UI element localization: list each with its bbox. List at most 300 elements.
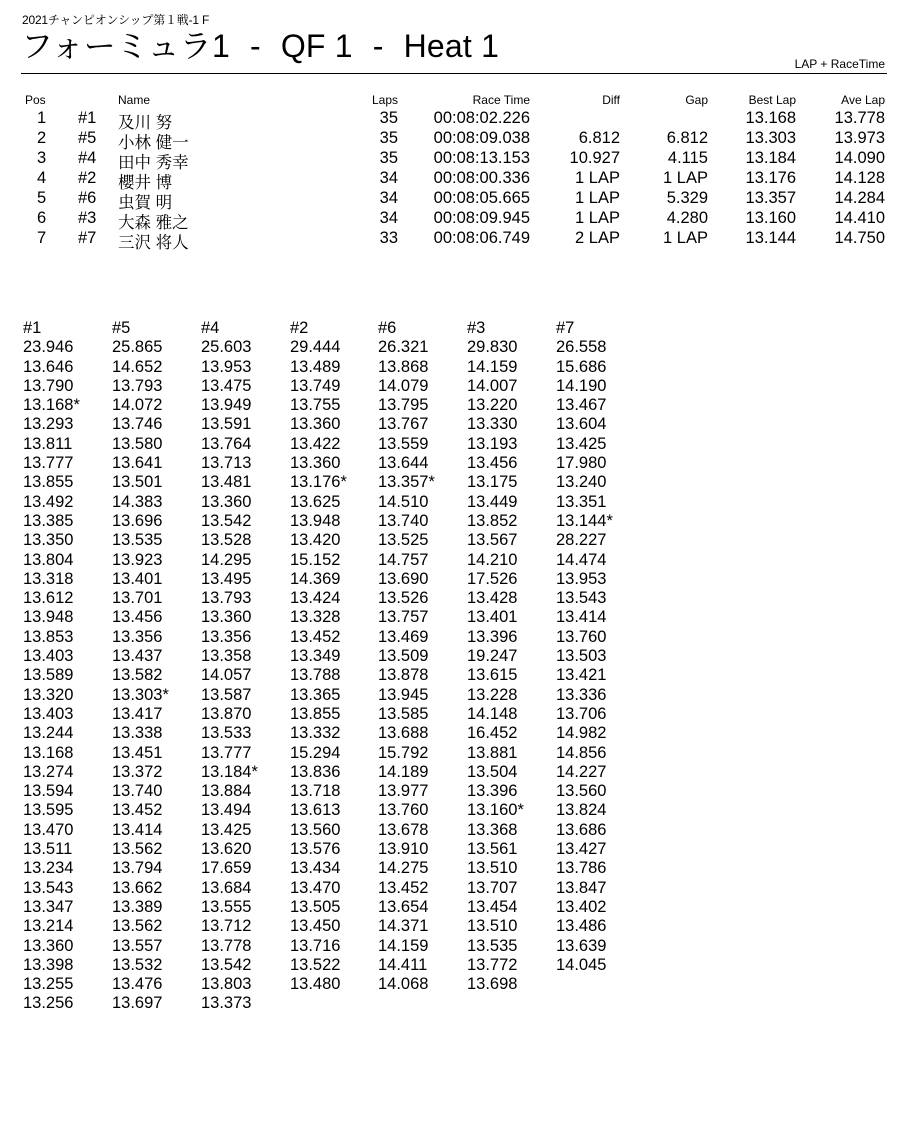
lap-time-cell: 15.686	[556, 357, 607, 376]
lap-time-cell: 13.836	[290, 762, 341, 781]
lap-time-cell: 13.580	[112, 434, 163, 453]
result-diff: 1 LAP	[575, 169, 620, 187]
result-laps: 34	[379, 209, 398, 227]
lap-time-cell: 14.856	[556, 743, 607, 762]
lap-time-cell: 14.982	[556, 724, 607, 743]
lap-time-cell: 13.707	[467, 878, 518, 897]
lap-time-cell: 13.336	[556, 685, 607, 704]
result-pos: 4	[37, 169, 47, 187]
lap-time-cell: 15.152	[290, 550, 341, 569]
result-best-lap: 13.357	[745, 189, 796, 207]
result-gap: 4.115	[667, 149, 708, 167]
lap-time-cell: 13.454	[467, 897, 518, 916]
lap-time-cell: 13.351	[556, 492, 607, 511]
lap-time-cell: 13.595	[23, 801, 74, 820]
lap-time-cell: 13.585	[378, 704, 429, 723]
header-pos: Pos	[25, 93, 46, 107]
lap-time-cell: 13.639	[556, 936, 607, 955]
lap-time-cell: 13.793	[201, 589, 252, 608]
lap-time-cell: 13.373	[201, 994, 252, 1013]
lap-time-cell: 13.953	[201, 357, 252, 376]
lap-time-cell: 14.007	[467, 376, 518, 395]
lap-time-cell: 14.190	[556, 376, 607, 395]
lap-time-cell: 13.560	[556, 782, 607, 801]
lap-time-cell: 13.492	[23, 492, 74, 511]
result-name: 櫻井 博	[118, 174, 173, 192]
lap-column-header: #1	[23, 319, 42, 337]
lap-time-cell: 13.403	[23, 704, 74, 723]
lap-time-cell: 16.452	[467, 724, 518, 743]
result-pos: 5	[37, 189, 47, 207]
lap-time-cell: 25.865	[112, 338, 163, 357]
lap-time-cell: 13.422	[290, 434, 341, 453]
lap-time-cell: 13.450	[290, 917, 341, 936]
result-number: #7	[78, 229, 97, 247]
lap-time-cell: 13.716	[290, 936, 341, 955]
result-race-time: 00:08:09.945	[433, 209, 530, 227]
result-number: #3	[78, 209, 97, 227]
lap-time-cell: 14.045	[556, 955, 607, 974]
lap-time-cell: 13.494	[201, 801, 252, 820]
lap-time-cell: 13.428	[467, 589, 518, 608]
lap-time-cell: 13.372	[112, 762, 163, 781]
header-race-time: Race Time	[472, 93, 530, 107]
lap-time-cell: 29.830	[467, 338, 518, 357]
lap-time-cell: 13.510	[467, 917, 518, 936]
result-row	[0, 169, 900, 192]
result-laps: 34	[379, 189, 398, 207]
lap-time-cell: 13.168	[23, 743, 74, 762]
lap-time-cell: 13.356	[112, 627, 163, 646]
result-pos: 2	[37, 129, 47, 147]
result-gap: 5.329	[666, 189, 708, 207]
lap-time-cell: 13.510	[467, 859, 518, 878]
result-pos: 3	[37, 149, 47, 167]
lap-time-cell: 13.414	[556, 608, 607, 627]
title-heat: Heat 1	[403, 28, 500, 64]
lap-time-cell: 13.480	[290, 975, 341, 994]
lap-time-cell: 13.884	[201, 782, 252, 801]
lap-time-cell: 13.389	[112, 897, 163, 916]
lap-time-cell: 13.686	[556, 820, 607, 839]
result-name: 田中 秀幸	[118, 154, 189, 172]
lap-time-cell: 13.613	[290, 801, 341, 820]
result-diff: 1 LAP	[575, 189, 620, 207]
lap-time-cell: 13.793	[112, 376, 163, 395]
lap-time-cell: 13.356	[201, 627, 252, 646]
lap-time-cell: 13.357*	[378, 473, 435, 492]
result-row	[0, 109, 900, 132]
title-class: フォーミュラ1	[21, 28, 230, 64]
result-number: #6	[78, 189, 97, 207]
lap-time-cell: 13.847	[556, 878, 607, 897]
lap-time-cell: 13.853	[23, 627, 74, 646]
lap-time-cell: 13.328	[290, 608, 341, 627]
lap-time-cell: 14.383	[112, 492, 163, 511]
lap-time-cell: 13.543	[23, 878, 74, 897]
lap-time-cell: 13.396	[467, 782, 518, 801]
lap-time-cell: 13.923	[112, 550, 163, 569]
title-round: QF 1	[280, 28, 353, 64]
results-table	[0, 93, 900, 252]
lap-time-cell: 13.244	[23, 724, 74, 743]
lap-time-cell: 14.369	[290, 569, 341, 588]
lap-time-cell: 13.427	[556, 840, 607, 859]
lap-time-cell: 13.360	[290, 415, 341, 434]
lap-time-cell: 13.644	[378, 454, 429, 473]
lap-time-cell: 13.456	[112, 608, 163, 627]
lap-time-cell: 14.474	[556, 550, 607, 569]
lap-time-cell: 14.757	[378, 550, 429, 569]
result-ave-lap: 13.973	[834, 129, 885, 147]
lap-time-cell: 14.295	[201, 550, 252, 569]
lap-time-cell: 13.470	[23, 820, 74, 839]
lap-time-cell: 13.559	[378, 434, 429, 453]
lap-time-cell: 13.881	[467, 743, 518, 762]
header-best-lap: Best Lap	[748, 93, 796, 107]
result-laps: 35	[379, 149, 398, 167]
result-row	[0, 129, 900, 152]
lap-time-cell: 13.878	[378, 666, 429, 685]
lap-time-cell: 13.193	[467, 434, 518, 453]
lap-time-cell: 13.347	[23, 897, 74, 916]
lap-time-cell: 13.303*	[112, 685, 169, 704]
lap-time-cell: 29.444	[290, 338, 341, 357]
lap-time-cell: 28.227	[556, 531, 607, 550]
lap-time-cell: 13.184*	[201, 762, 258, 781]
result-race-time: 00:08:06.749	[433, 229, 530, 247]
lap-time-cell: 13.398	[23, 955, 74, 974]
lap-time-cell: 13.646	[23, 357, 74, 376]
lap-column-header: #2	[290, 319, 309, 337]
lap-time-cell: 13.803	[201, 975, 252, 994]
results-header-row	[0, 93, 900, 109]
lap-time-cell: 14.227	[556, 762, 607, 781]
lap-time-cell: 13.234	[23, 859, 74, 878]
lap-column-header: #6	[378, 319, 397, 337]
lap-time-cell: 13.495	[201, 569, 252, 588]
lap-time-cell: 13.360	[201, 492, 252, 511]
lap-time-cell: 13.368	[467, 820, 518, 839]
lap-time-cell: 13.214	[23, 917, 74, 936]
page-title	[21, 26, 499, 66]
result-race-time: 00:08:00.336	[433, 169, 530, 187]
lap-time-cell: 13.467	[556, 396, 607, 415]
lap-time-cell: 13.469	[378, 627, 429, 646]
lap-time-cell: 13.220	[467, 396, 518, 415]
lap-time-cell: 13.481	[201, 473, 252, 492]
lap-time-cell: 13.535	[467, 936, 518, 955]
lap-time-cell: 14.057	[201, 666, 252, 685]
lap-time-cell: 13.696	[112, 511, 163, 530]
lap-time-cell: 14.072	[112, 396, 163, 415]
lap-time-cell: 13.697	[112, 994, 163, 1013]
lap-time-cell: 14.159	[378, 936, 429, 955]
result-row	[0, 149, 900, 172]
result-ave-lap: 14.750	[834, 229, 885, 247]
lap-time-cell: 13.293	[23, 415, 74, 434]
result-name: 大森 雅之	[118, 214, 189, 232]
lap-time-cell: 14.159	[467, 357, 518, 376]
lap-time-cell: 13.760	[556, 627, 607, 646]
lap-time-cell: 13.456	[467, 454, 518, 473]
lap-column-header: #7	[556, 319, 575, 337]
lap-time-cell: 13.790	[23, 376, 74, 395]
result-diff: 2 LAP	[575, 229, 620, 247]
result-race-time: 00:08:02.226	[433, 109, 530, 127]
result-diff: 10.927	[569, 149, 620, 167]
lap-time-cell: 13.425	[556, 434, 607, 453]
lap-time-cell: 13.542	[201, 955, 252, 974]
lap-time-cell: 13.560	[290, 820, 341, 839]
lap-time-cell: 13.503	[556, 647, 607, 666]
lap-time-cell: 13.557	[112, 936, 163, 955]
lap-time-cell: 13.684	[201, 878, 252, 897]
lap-time-cell: 13.489	[290, 357, 341, 376]
header-laps: Laps	[371, 93, 398, 107]
lap-time-cell: 15.792	[378, 743, 429, 762]
result-pos: 6	[37, 209, 47, 227]
lap-time-cell: 13.654	[378, 897, 429, 916]
header-diff: Diff	[602, 93, 620, 107]
lap-time-cell: 13.587	[201, 685, 252, 704]
lap-time-cell: 13.228	[467, 685, 518, 704]
result-best-lap: 13.176	[745, 169, 796, 187]
lap-time-cell: 13.706	[556, 704, 607, 723]
lap-time-cell: 13.855	[290, 704, 341, 723]
lap-time-cell: 13.701	[112, 589, 163, 608]
lap-time-cell: 13.360	[23, 936, 74, 955]
lap-time-cell: 13.330	[467, 415, 518, 434]
lap-time-cell: 13.953	[556, 569, 607, 588]
lap-time-cell: 13.256	[23, 994, 74, 1013]
lap-time-cell: 13.949	[201, 396, 252, 415]
lap-time-cell: 13.604	[556, 415, 607, 434]
lap-time-cell: 13.688	[378, 724, 429, 743]
lap-time-cell: 13.240	[556, 473, 607, 492]
lap-time-cell: 15.294	[290, 743, 341, 762]
result-number: #4	[78, 149, 97, 167]
lap-time-cell: 14.068	[378, 975, 429, 994]
lap-time-cell: 13.910	[378, 840, 429, 859]
title-separator: -	[249, 28, 261, 64]
lap-time-cell: 13.535	[112, 531, 163, 550]
result-row	[0, 229, 900, 252]
lap-time-cell: 13.977	[378, 782, 429, 801]
lap-time-cell: 13.358	[201, 647, 252, 666]
lap-time-cell: 13.948	[290, 511, 341, 530]
result-ave-lap: 13.778	[834, 109, 885, 127]
lap-time-cell: 13.767	[378, 415, 429, 434]
lap-time-cell: 13.470	[290, 878, 341, 897]
lap-time-cell: 13.804	[23, 550, 74, 569]
lap-time-cell: 17.659	[201, 859, 252, 878]
result-pos: 1	[37, 109, 47, 127]
lap-time-cell: 14.652	[112, 357, 163, 376]
event-subtitle: 2021チャンピオンシップ第１戦-1 F	[22, 13, 210, 27]
result-number: #5	[78, 129, 97, 147]
result-gap: 1 LAP	[663, 169, 708, 187]
lap-time-cell: 13.396	[467, 627, 518, 646]
lap-time-cell: 13.476	[112, 975, 163, 994]
lap-time-cell: 17.980	[556, 454, 607, 473]
lap-time-cell: 13.562	[112, 840, 163, 859]
result-number: #1	[78, 109, 97, 127]
result-gap: 4.280	[666, 209, 708, 227]
header-gap: Gap	[685, 93, 708, 107]
lap-time-cell: 13.414	[112, 820, 163, 839]
lap-time-cell: 13.360	[290, 454, 341, 473]
lap-time-cell: 13.332	[290, 724, 341, 743]
lap-time-cell: 13.824	[556, 801, 607, 820]
lap-time-cell: 13.589	[23, 666, 74, 685]
result-ave-lap: 14.090	[834, 149, 885, 167]
lap-time-cell: 13.567	[467, 531, 518, 550]
lap-time-cell: 14.275	[378, 859, 429, 878]
result-number: #2	[78, 169, 97, 187]
lap-time-cell: 13.449	[467, 492, 518, 511]
lap-time-cell: 13.795	[378, 396, 429, 415]
lap-time-cell: 13.662	[112, 878, 163, 897]
lap-time-cell: 13.615	[467, 666, 518, 685]
lap-time-cell: 13.778	[201, 936, 252, 955]
lap-time-cell: 13.712	[201, 917, 252, 936]
lap-time-cell: 13.561	[467, 840, 518, 859]
result-race-time: 00:08:05.665	[433, 189, 530, 207]
lap-time-cell: 13.417	[112, 704, 163, 723]
lap-time-cell: 13.740	[112, 782, 163, 801]
lap-time-cell: 13.350	[23, 531, 74, 550]
result-ave-lap: 14.284	[834, 189, 885, 207]
lap-time-cell: 14.148	[467, 704, 518, 723]
lap-time-cell: 13.777	[201, 743, 252, 762]
lap-time-cell: 26.321	[378, 338, 429, 357]
lap-time-cell: 13.349	[290, 647, 341, 666]
lap-time-cell: 13.475	[201, 376, 252, 395]
lap-time-cell: 13.532	[112, 955, 163, 974]
result-name: 小林 健一	[118, 134, 189, 152]
lap-time-cell: 13.868	[378, 357, 429, 376]
lap-time-cell: 13.713	[201, 454, 252, 473]
result-pos: 7	[37, 229, 47, 247]
lap-time-cell: 13.452	[290, 627, 341, 646]
lap-time-cell: 13.533	[201, 724, 252, 743]
lap-time-cell: 13.424	[290, 589, 341, 608]
title-separator: -	[372, 28, 384, 64]
result-ave-lap: 14.410	[834, 209, 885, 227]
lap-time-cell: 13.698	[467, 975, 518, 994]
lap-time-cell: 13.525	[378, 531, 429, 550]
result-laps: 33	[379, 229, 398, 247]
lap-time-cell: 13.852	[467, 511, 518, 530]
lap-time-cell: 13.786	[556, 859, 607, 878]
lap-time-cell: 13.318	[23, 569, 74, 588]
lap-time-cell: 13.175	[467, 473, 518, 492]
lap-time-cell: 13.452	[112, 801, 163, 820]
result-gap: 1 LAP	[663, 229, 708, 247]
lap-time-cell: 13.794	[112, 859, 163, 878]
lap-time-cell: 13.760	[378, 801, 429, 820]
result-ave-lap: 14.128	[834, 169, 885, 187]
result-best-lap: 13.168	[745, 109, 796, 127]
lap-info-label: LAP + RaceTime	[794, 57, 885, 71]
result-race-time: 00:08:09.038	[433, 129, 530, 147]
lap-time-cell: 13.528	[201, 531, 252, 550]
lap-time-cell: 13.505	[290, 897, 341, 916]
lap-time-cell: 13.625	[290, 492, 341, 511]
result-diff: 1 LAP	[575, 209, 620, 227]
lap-time-cell: 13.522	[290, 955, 341, 974]
lap-column-header: #3	[467, 319, 486, 337]
result-best-lap: 13.160	[745, 209, 796, 227]
lap-time-cell: 13.504	[467, 762, 518, 781]
lap-time-cell: 13.509	[378, 647, 429, 666]
lap-time-cell: 13.740	[378, 511, 429, 530]
lap-time-cell: 13.718	[290, 782, 341, 801]
lap-time-cell: 13.401	[467, 608, 518, 627]
lap-time-cell: 13.385	[23, 511, 74, 530]
lap-time-cell: 13.811	[23, 434, 73, 453]
lap-time-cell: 13.434	[290, 859, 341, 878]
lap-time-cell: 13.365	[290, 685, 341, 704]
lap-time-cell: 13.870	[201, 704, 252, 723]
result-laps: 34	[379, 169, 398, 187]
lap-time-cell: 13.425	[201, 820, 252, 839]
lap-time-cell: 23.946	[23, 338, 74, 357]
result-laps: 35	[379, 129, 398, 147]
lap-time-cell: 14.411	[378, 955, 428, 974]
result-row	[0, 209, 900, 232]
lap-time-cell: 14.079	[378, 376, 429, 395]
lap-time-cell: 13.746	[112, 415, 163, 434]
lap-time-cell: 13.255	[23, 975, 74, 994]
result-best-lap: 13.303	[745, 129, 796, 147]
lap-time-cell: 13.591	[201, 415, 252, 434]
lap-time-cell: 13.526	[378, 589, 429, 608]
lap-time-cell: 13.274	[23, 762, 74, 781]
lap-time-cell: 13.576	[290, 840, 341, 859]
lap-time-cell: 13.168*	[23, 396, 80, 415]
lap-time-cell: 13.749	[290, 376, 341, 395]
lap-time-cell: 13.612	[23, 589, 74, 608]
result-gap: 6.812	[666, 129, 708, 147]
result-diff: 6.812	[578, 129, 620, 147]
lap-time-cell: 13.788	[290, 666, 341, 685]
lap-time-cell: 17.526	[467, 569, 518, 588]
lap-time-cell: 19.247	[467, 647, 518, 666]
lap-time-cell: 13.511	[23, 840, 73, 859]
lap-time-cell: 13.543	[556, 589, 607, 608]
lap-time-cell: 13.421	[556, 666, 607, 685]
lap-time-cell: 13.757	[378, 608, 429, 627]
lap-time-cell: 13.360	[201, 608, 252, 627]
lap-time-cell: 13.338	[112, 724, 163, 743]
result-name: 及川 努	[118, 114, 173, 132]
result-best-lap: 13.144	[745, 229, 796, 247]
lap-time-cell: 13.690	[378, 569, 429, 588]
lap-time-cell: 13.594	[23, 782, 74, 801]
lap-time-cell: 13.764	[201, 434, 252, 453]
lap-column-header: #5	[112, 319, 131, 337]
result-best-lap: 13.184	[745, 149, 796, 167]
lap-time-cell: 13.320	[23, 685, 74, 704]
result-row	[0, 189, 900, 212]
lap-time-cell: 13.582	[112, 666, 163, 685]
lap-time-cell: 13.555	[201, 897, 252, 916]
lap-time-cell: 25.603	[201, 338, 252, 357]
lap-time-cell: 13.948	[23, 608, 74, 627]
lap-time-cell: 13.451	[112, 743, 163, 762]
